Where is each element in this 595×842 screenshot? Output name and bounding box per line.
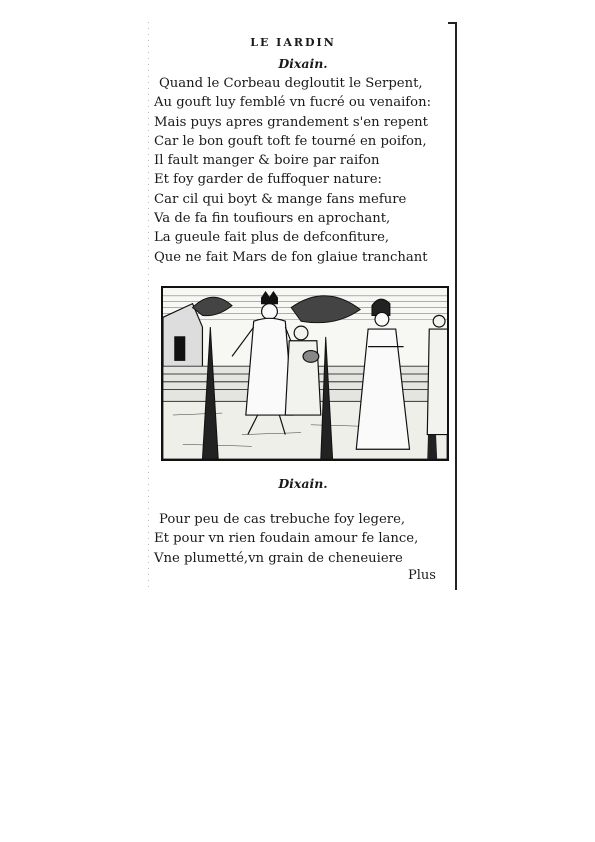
verse-line: Au gouft luy femblé vn fucré ou venaifon: <box>154 95 432 111</box>
verse-line: Il fault manger & boire par raifon <box>154 153 380 169</box>
verse-line: Et pour vn rien foudain amour fe lance, <box>154 531 419 547</box>
book-page <box>148 22 458 590</box>
running-head: LE IARDIN <box>250 36 336 49</box>
verse-line: Pour peu de cas trebuche foy legere, <box>159 512 406 527</box>
verse-line: Car le bon gouft toft fe tourné en poifon, <box>154 133 427 149</box>
verse-line: Va de fa fin toufiours en aprochant, <box>154 211 391 227</box>
woodcut-scene <box>163 288 447 459</box>
verse-line: Quand le Corbeau degloutit le Serpent, <box>159 76 423 91</box>
verse-line: Et foy garder de fuffoquer nature: <box>154 172 382 188</box>
attendant-figure <box>427 315 447 434</box>
woodcut-illustration <box>161 286 449 461</box>
catchword: Plus <box>408 568 436 583</box>
section-heading-2: Dixain. <box>278 476 328 491</box>
verse-line: Mais puys apres grandement s'en repent <box>154 114 428 130</box>
verse-line: Vne plumetté,vn grain de cheneuiere <box>154 550 403 566</box>
verse-line: Que ne fait Mars de fon glaiue tranchant <box>154 249 428 265</box>
verse-2 <box>154 510 454 568</box>
verse-line: La gueule fait plus de defconfiture, <box>154 230 390 246</box>
verse-line: Car cil qui boyt & mange fans mefure <box>154 191 407 207</box>
verse-1 <box>154 74 454 267</box>
section-heading-1: Dixain. <box>278 56 328 71</box>
